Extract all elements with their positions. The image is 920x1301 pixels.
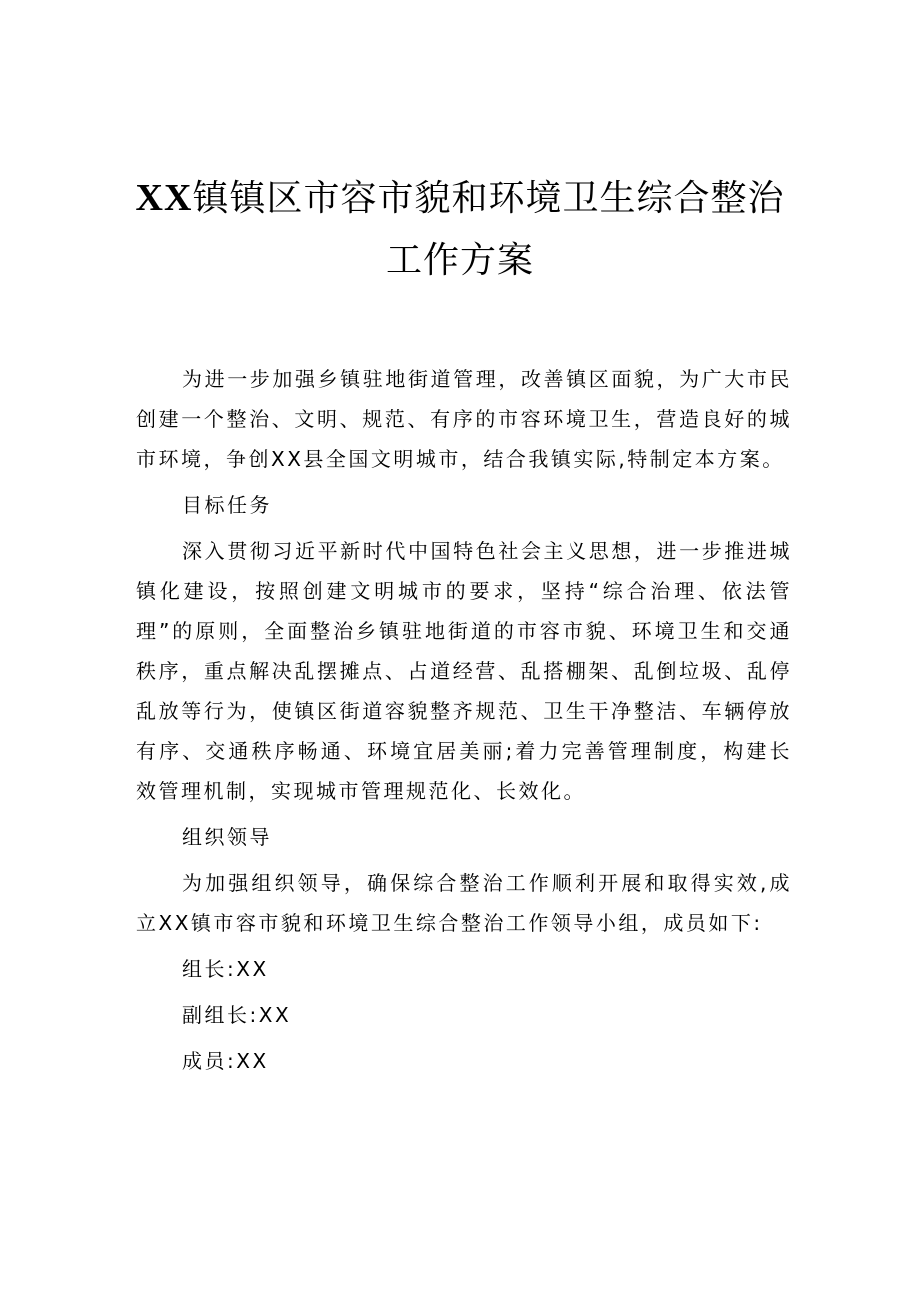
document-title-line-1 [0,178,920,219]
goal-paragraph: 深入贯彻习近平新时代中国特色社会主义思想，进一步推进城镇化建设，按照创建文明城市的要求，坚持“综合治理、依法管理”的原则，全面整治乡镇驻地街道的市容市貌、环境卫生和交通秩序，重点解决乱摆摊点、占道经营、乱搭棚架、乱倒垃圾、乱停乱放等行为，使镇区街道容貌整齐规范、卫生干净整洁、车辆停放有序、交通秩序畅通、环境宜居美丽;着力完善管理制度，构建长效管理机制，实现城市管理规范化、长效化。 [136,539,792,803]
leader-line: 组长:XX [182,957,269,981]
intro-paragraph: 为进一步加强乡镇驻地街道管理，改善镇区面貌，为广大市民创建一个整治、文明、规范、有序的市容环境卫生，营造良好的城市环境，争创XX县全国文明城市，结合我镇实际,特制定本方案。 [136,367,792,471]
title-text: 镇镇区市容市貌和环境卫生综合整治 [192,178,785,219]
org-paragraph: 为加强组织领导，确保综合整治工作顺利开展和取得实效,成立XX镇市容市貌和环境卫生综合整治工作领导小组，成员如下: [136,871,792,935]
title-prefix: XX [135,177,193,219]
document-title-line-2: 工作方案 [385,240,534,281]
members-line: 成员:XX [182,1049,269,1073]
goal-heading: 目标任务 [182,493,272,517]
deputy-leader-line: 副组长:XX [182,1003,292,1027]
org-heading: 组织领导 [182,825,272,849]
document-body [136,359,792,1087]
